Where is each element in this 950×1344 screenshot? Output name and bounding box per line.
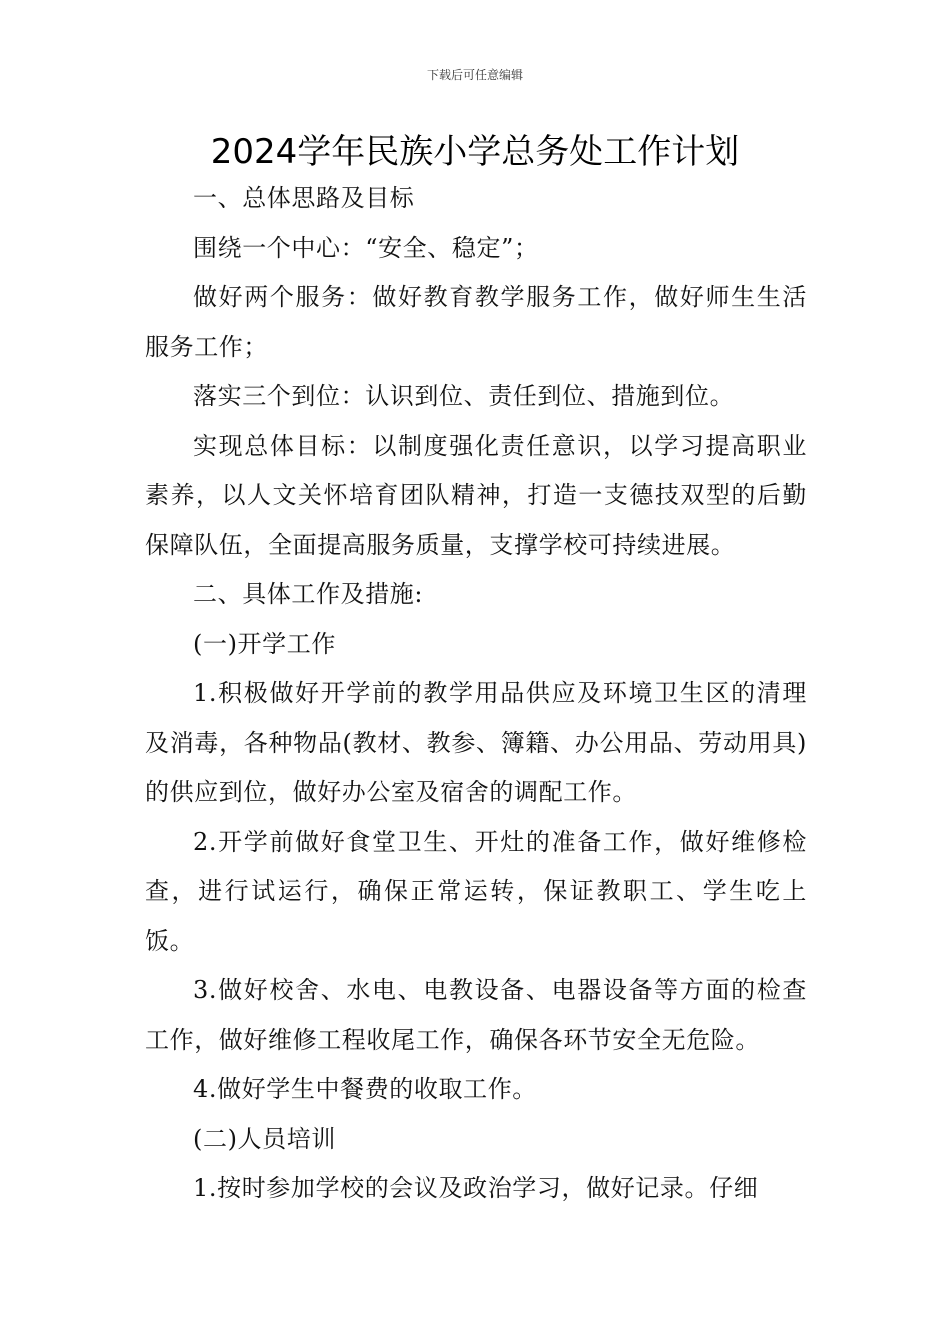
list-item: 1.按时参加学校的会议及政治学习，做好记录。仔细 [193, 1174, 759, 1202]
list-item: 4.做好学生中餐费的收取工作。 [193, 1075, 537, 1103]
list-item: 2.开学前做好食堂卫生、开灶的准备工作，做好维修检查，进行试运行，确保正常运转，保证教职工、学生吃上饭。 [145, 827, 807, 955]
header-note: 下载后可任意编辑 [426, 68, 523, 82]
section-heading-1: 一、总体思路及目标 [193, 184, 415, 212]
section-heading-2: 二、具体工作及措施: [193, 580, 424, 608]
list-item: 3.做好校舍、水电、电教设备、电器设备等方面的检查工作，做好维修工程收尾工作，确保各环节安全无危险。 [145, 976, 807, 1054]
document-title: 2024学年民族小学总务处工作计划 [210, 132, 740, 172]
subsection-heading: (二)人员培训 [193, 1124, 336, 1153]
paragraph: 围绕一个中心：“安全、稳定”； [193, 233, 539, 262]
document-body [145, 174, 807, 1214]
paragraph: 实现总体目标：以制度强化责任意识，以学习提高职业素养，以人文关怀培育团队精神，打造一支德技双型的后勤保障队伍，全面提高服务质量，支撑学校可持续进展。 [145, 431, 807, 559]
list-item: 1.积极做好开学前的教学用品供应及环境卫生区的清理及消毒，各种物品(教材、教参、簿籍、办公用品、劳动用具)的供应到位，做好办公室及宿舍的调配工作。 [145, 679, 807, 806]
paragraph: 做好两个服务：做好教育教学服务工作，做好师生生活服务工作； [145, 283, 807, 361]
paragraph: 落实三个到位：认识到位、责任到位、措施到位。 [193, 382, 735, 410]
subsection-heading: (一)开学工作 [193, 629, 336, 658]
